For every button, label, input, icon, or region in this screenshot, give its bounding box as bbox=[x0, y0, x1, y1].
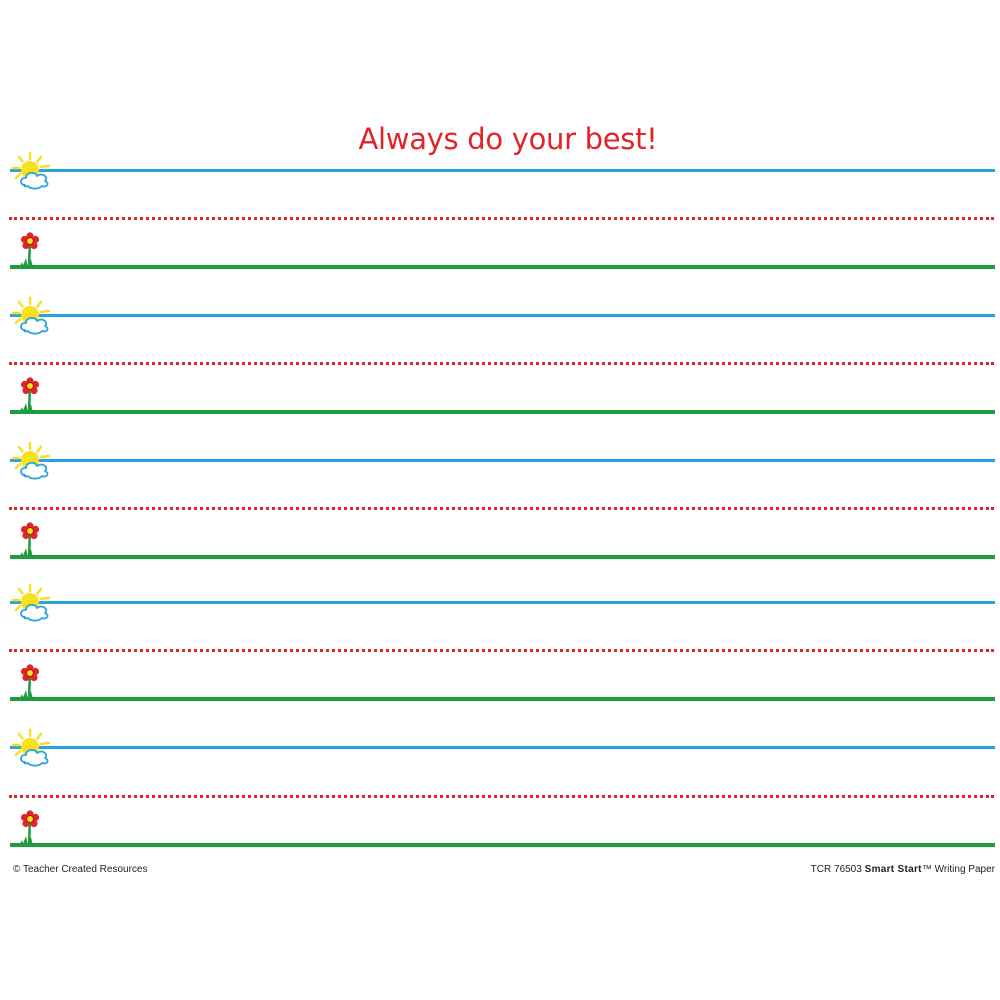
product-credit bbox=[811, 864, 995, 875]
flower-icon bbox=[8, 662, 56, 702]
dotted-midline bbox=[9, 362, 994, 365]
top-line bbox=[10, 169, 995, 172]
sun-cloud-icon bbox=[8, 295, 56, 335]
baseline bbox=[10, 555, 995, 559]
top-line bbox=[10, 746, 995, 749]
dotted-midline bbox=[9, 507, 994, 510]
trademark-symbol: ™ bbox=[921, 864, 932, 875]
brand-name: Smart Start bbox=[864, 864, 922, 875]
dotted-midline bbox=[9, 649, 994, 652]
flower-icon bbox=[8, 375, 56, 415]
sun-cloud-icon bbox=[8, 440, 56, 480]
copyright-notice: © Teacher Created Resources bbox=[13, 864, 148, 875]
product-code: TCR 76503 bbox=[810, 864, 862, 875]
product-name: Writing Paper bbox=[934, 864, 995, 875]
top-line bbox=[10, 601, 995, 604]
dotted-midline bbox=[9, 795, 994, 798]
flower-icon bbox=[8, 808, 56, 848]
baseline bbox=[10, 843, 995, 847]
baseline bbox=[10, 410, 995, 414]
flower-icon bbox=[8, 230, 56, 270]
dotted-midline bbox=[9, 217, 994, 220]
top-line bbox=[10, 459, 995, 462]
page-title: Always do your best! bbox=[358, 122, 658, 156]
sun-cloud-icon bbox=[8, 582, 56, 622]
baseline bbox=[10, 697, 995, 701]
flower-icon bbox=[8, 520, 56, 560]
baseline bbox=[10, 265, 995, 269]
sun-cloud-icon bbox=[8, 727, 56, 767]
sun-cloud-icon bbox=[8, 150, 56, 190]
top-line bbox=[10, 314, 995, 317]
